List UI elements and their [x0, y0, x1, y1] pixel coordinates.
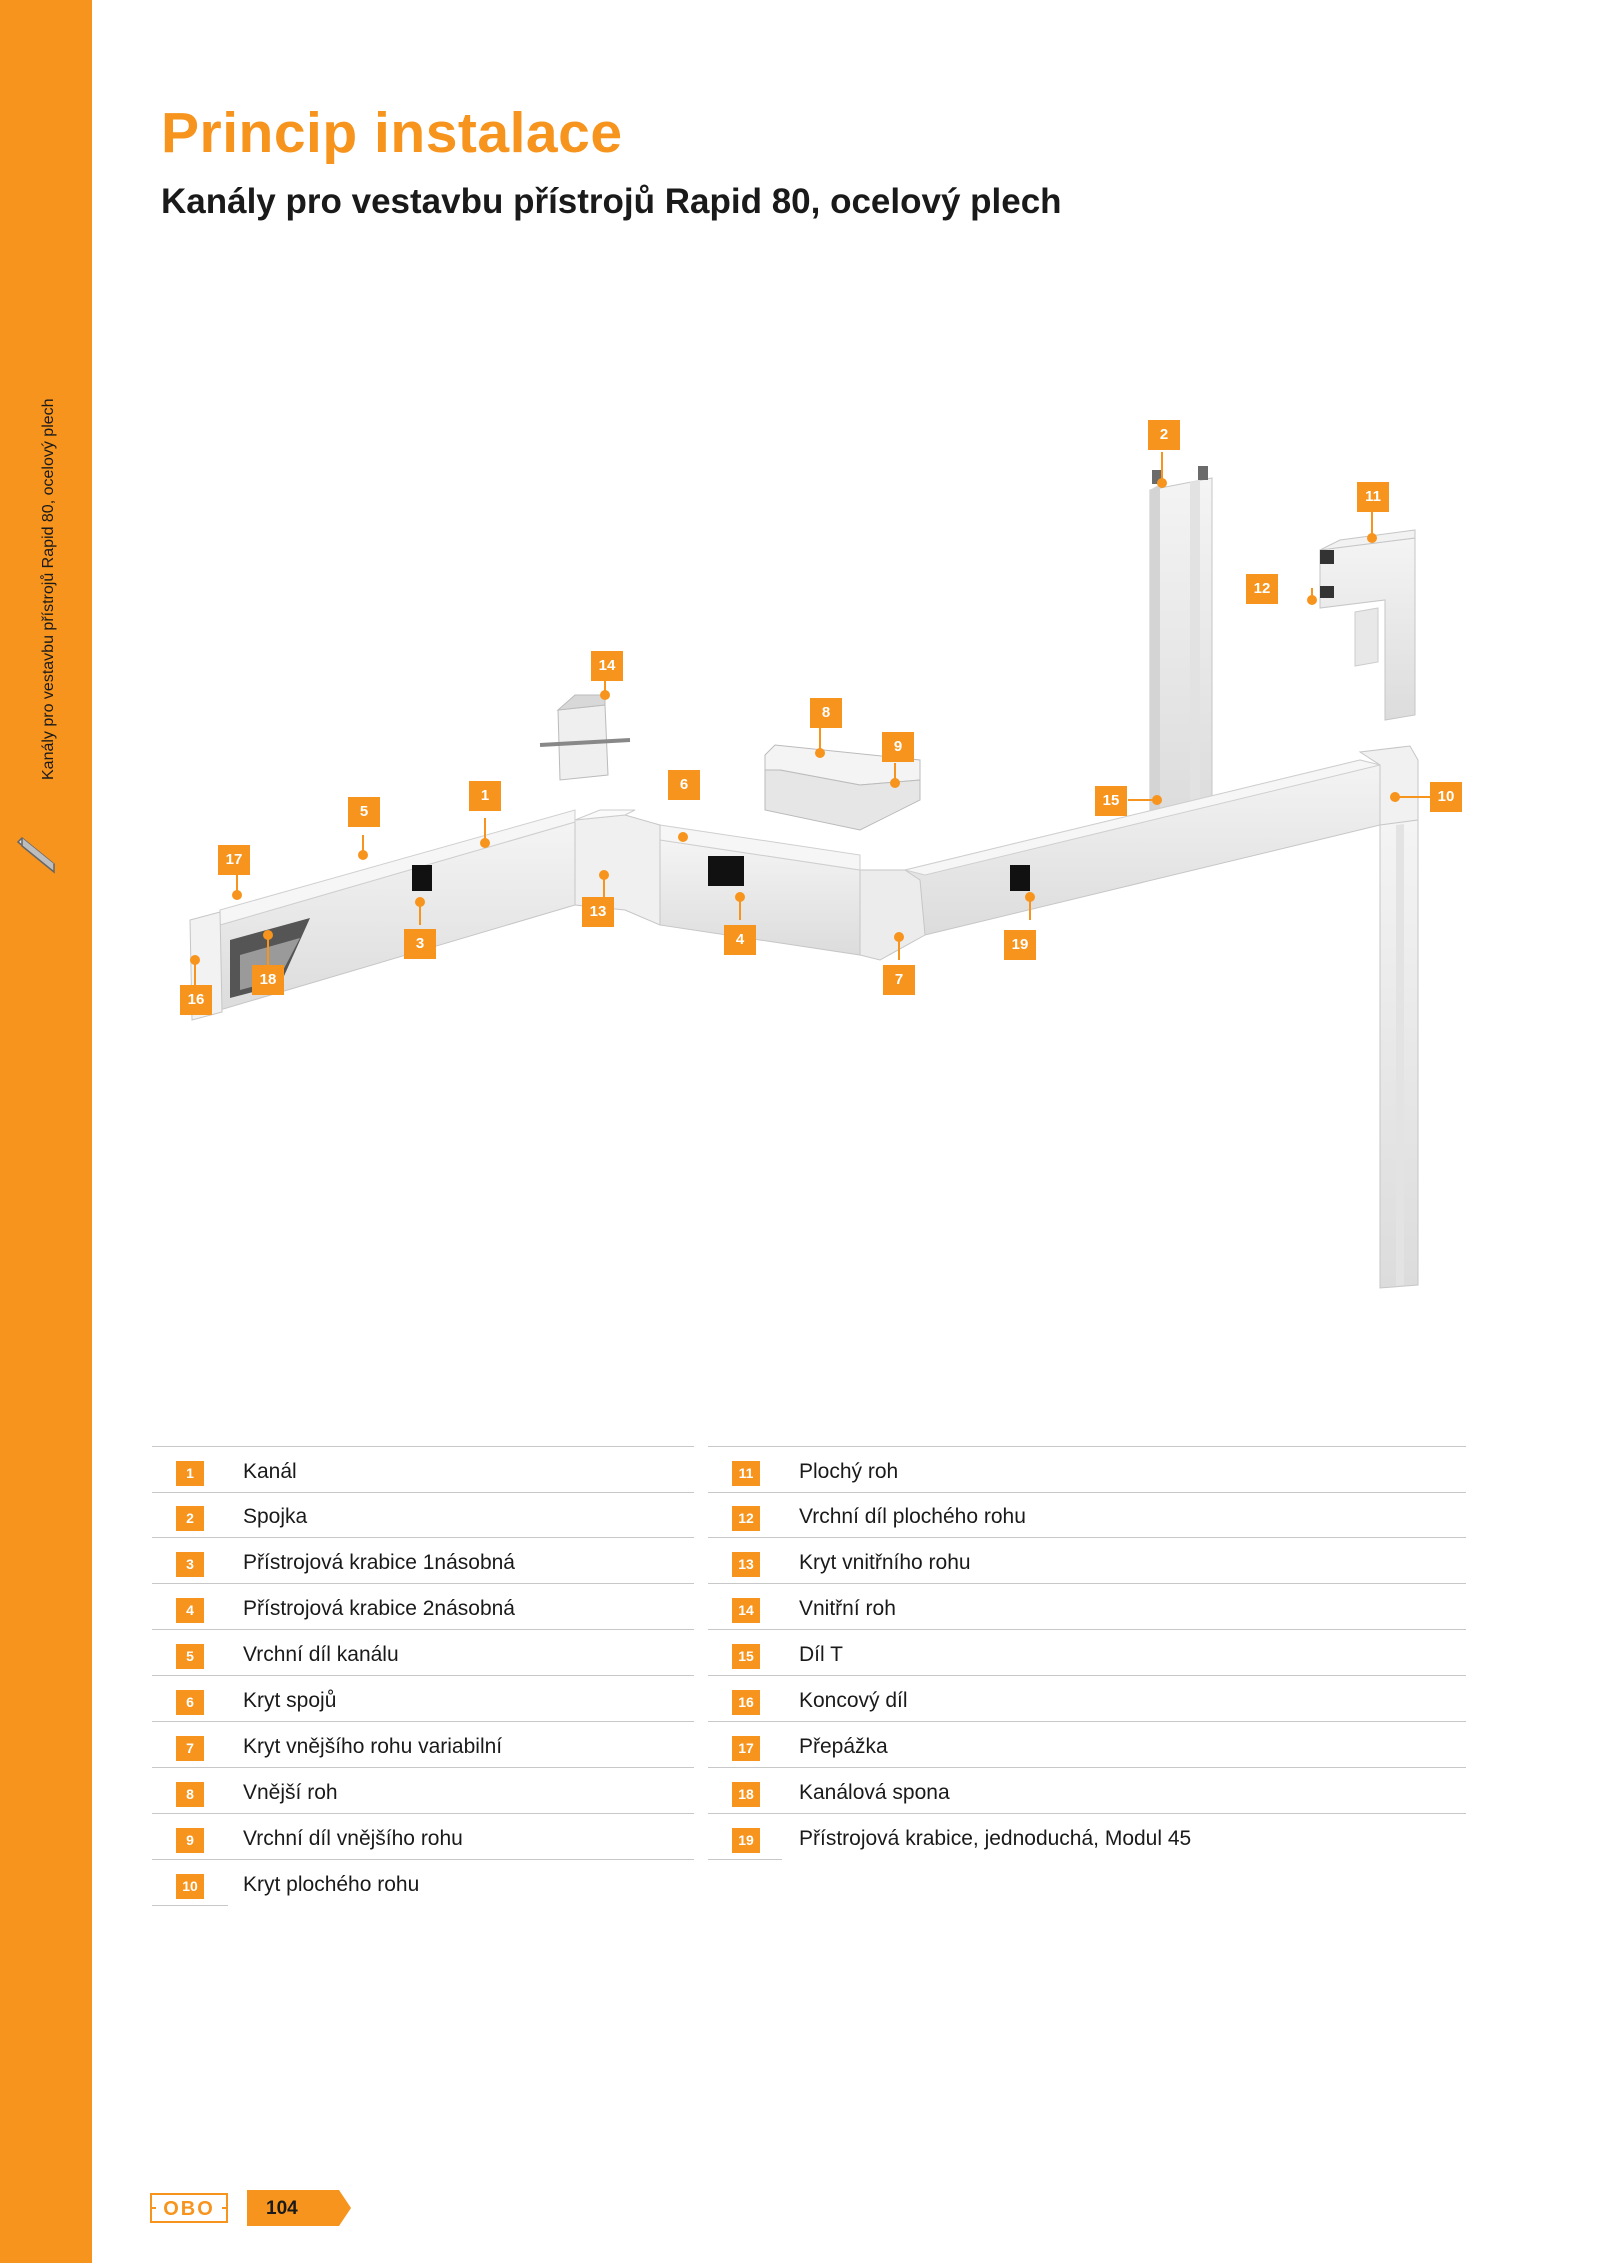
callout-15: 15 [1095, 786, 1127, 816]
legend-label: Kryt plochého rohu [243, 1873, 420, 1896]
obo-logo-text: OBO [163, 2198, 215, 2220]
legend-row [708, 1722, 1466, 1768]
installation-diagram [160, 400, 1460, 1300]
legend-label: Kanál [243, 1460, 297, 1483]
legend-row [152, 1860, 420, 1906]
callout-14: 14 [591, 651, 623, 681]
legend-number: 17 [732, 1736, 760, 1761]
callout-10: 10 [1430, 782, 1462, 812]
legend-label: Vrchní díl vnějšího rohu [243, 1827, 463, 1850]
vertical-drop [1380, 820, 1418, 1288]
legend-row [152, 1538, 694, 1584]
legend-label: Spojka [243, 1505, 308, 1528]
legend-label: Kryt vnitřního rohu [799, 1551, 971, 1574]
legend-row [708, 1676, 1466, 1722]
legend-row [708, 1492, 1466, 1538]
callout-17: 17 [218, 845, 250, 875]
legend-row [152, 1492, 694, 1538]
channel-profile-icon [14, 834, 58, 878]
callout-18: 18 [252, 965, 284, 995]
legend-number: 4 [176, 1598, 204, 1623]
flat-corner-part [1320, 530, 1415, 720]
callout-12: 12 [1246, 574, 1278, 604]
page-number: 104 [266, 2198, 298, 2219]
legend-number: 13 [732, 1552, 760, 1577]
legend-number: 3 [176, 1552, 204, 1577]
callout-2: 2 [1148, 420, 1180, 450]
page-number-tab [247, 2190, 351, 2226]
callout-4: 4 [724, 925, 756, 955]
legend-row [708, 1630, 1466, 1676]
callout-13: 13 [582, 897, 614, 927]
middle-channel [660, 825, 860, 955]
legend-label: Kryt spojů [243, 1689, 337, 1712]
legend-number: 2 [176, 1506, 204, 1531]
legend-row [152, 1768, 694, 1814]
obo-logo [150, 2193, 228, 2223]
legend-number: 8 [176, 1782, 204, 1807]
legend-number: 10 [176, 1874, 204, 1899]
legend-label: Koncový díl [799, 1689, 908, 1712]
callout-19: 19 [1004, 930, 1036, 960]
vertical-riser [1150, 466, 1212, 818]
legend-row [152, 1630, 694, 1676]
legend-row [152, 1722, 694, 1768]
legend-label: Kryt vnějšího rohu variabilní [243, 1735, 503, 1758]
inner-corner-part [540, 695, 630, 780]
legend-label: Přístrojová krabice 2násobná [243, 1597, 515, 1620]
legend-row [152, 1446, 694, 1493]
legend-number: 12 [732, 1506, 760, 1531]
legend-row [708, 1814, 1192, 1860]
callout-3: 3 [404, 929, 436, 959]
legend-label: Kanálová spona [799, 1781, 950, 1804]
legend-label: Přístrojová krabice, jednoduchá, Modul 45 [799, 1827, 1192, 1850]
callout-11: 11 [1357, 482, 1389, 512]
legend-row [708, 1538, 1466, 1584]
legend-label: Přístrojová krabice 1násobná [243, 1551, 515, 1574]
legend-label: Vnější roh [243, 1781, 338, 1804]
callout-5: 5 [348, 797, 380, 827]
sidebar-vertical-text: Kanály pro vestavbu přístrojů Rapid 80, ocelový plech [40, 398, 57, 780]
callout-16: 16 [180, 985, 212, 1015]
sidebar [0, 0, 92, 2263]
legend-number: 7 [176, 1736, 204, 1761]
outer-corner [860, 870, 925, 960]
legend-label: Přepážka [799, 1735, 888, 1758]
legend-number: 14 [732, 1598, 760, 1623]
legend-number: 18 [732, 1782, 760, 1807]
legend-label: Vrchní díl plochého rohu [799, 1505, 1026, 1528]
legend-number: 6 [176, 1690, 204, 1715]
legend-number: 16 [732, 1690, 760, 1715]
callout-6: 6 [668, 770, 700, 800]
page-title: Princip instalace [161, 101, 623, 165]
legend-row [152, 1584, 694, 1630]
legend-number: 11 [732, 1461, 760, 1486]
legend-number: 5 [176, 1644, 204, 1669]
legend-row [708, 1768, 1466, 1814]
callout-1: 1 [469, 781, 501, 811]
callout-8: 8 [810, 698, 842, 728]
legend-number: 15 [732, 1644, 760, 1669]
legend-row [152, 1676, 694, 1722]
legend-row [708, 1446, 1466, 1493]
legend-number: 1 [176, 1461, 204, 1486]
legend-row [152, 1814, 694, 1860]
callout-9: 9 [882, 732, 914, 762]
legend-label: Vrchní díl kanálu [243, 1643, 399, 1666]
legend-number: 19 [732, 1828, 760, 1853]
legend-label: Díl T [799, 1643, 843, 1666]
legend-label: Vnitřní roh [799, 1597, 896, 1620]
legend-number: 9 [176, 1828, 204, 1853]
callout-7: 7 [883, 965, 915, 995]
legend-label: Plochý roh [799, 1460, 899, 1483]
legend-row [708, 1584, 1466, 1630]
page-subtitle: Kanály pro vestavbu přístrojů Rapid 80, ocelový plech [161, 182, 1062, 221]
